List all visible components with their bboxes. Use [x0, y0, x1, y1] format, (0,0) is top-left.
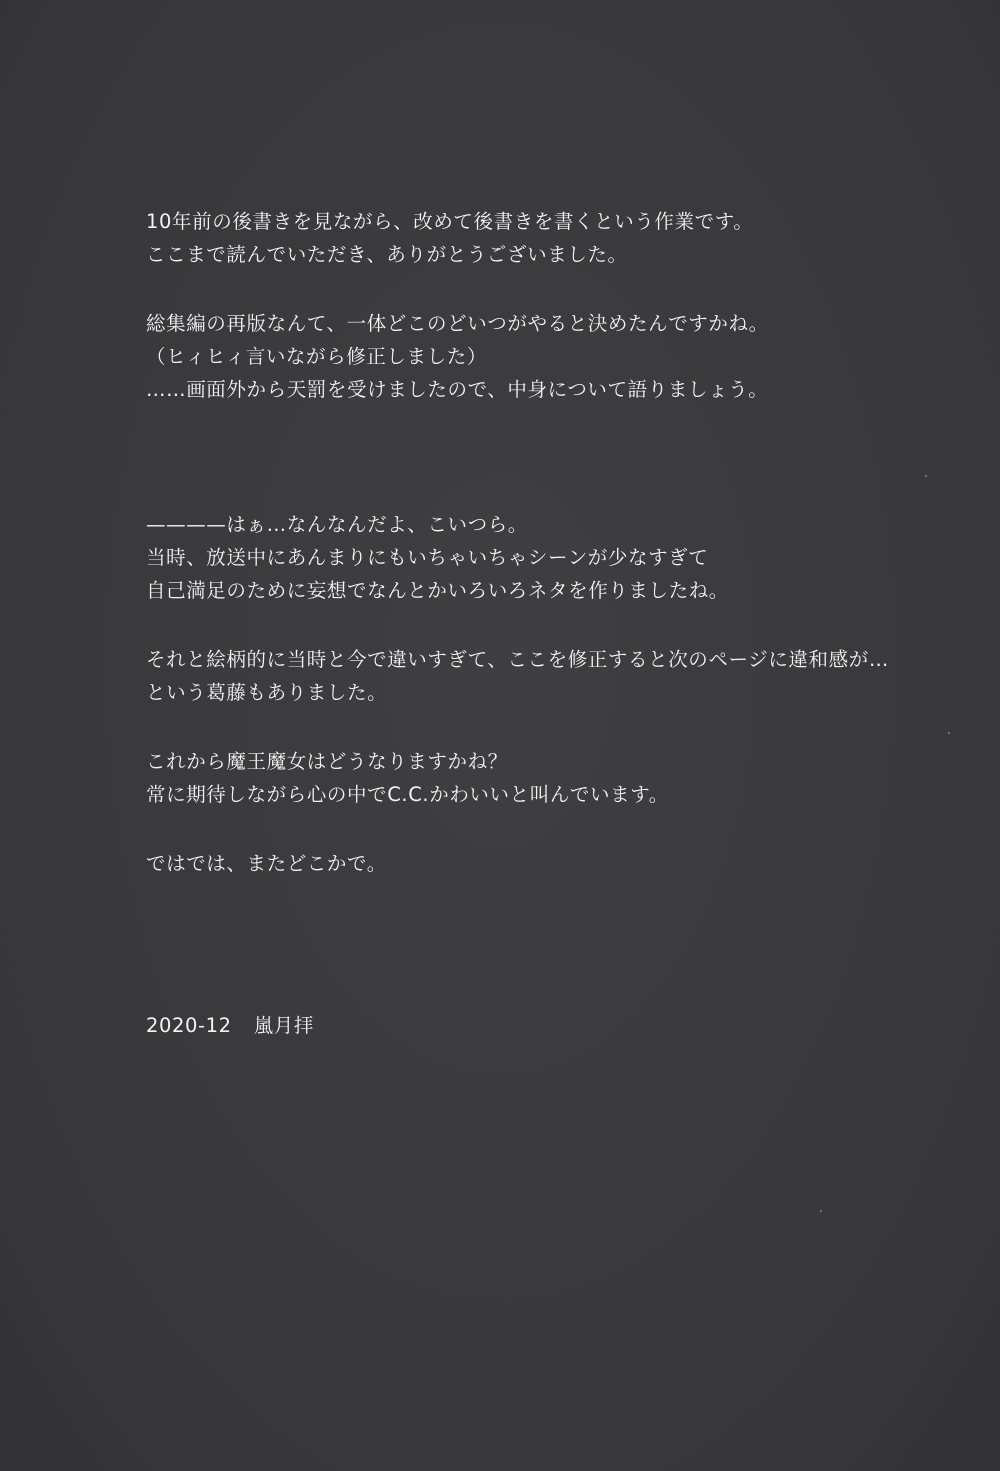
text-line: 自己満足のために妄想でなんとかいろいろネタを作りましたね。 [146, 579, 729, 602]
text-line: これから魔王魔女はどうなりますかね？ [146, 750, 508, 773]
afterword-text [146, 205, 966, 1042]
text-line: ここまで読んでいただき、ありがとうございました。 [146, 243, 628, 266]
text-line: 総集編の再版なんて、一体どこのどいつがやると決めたんですかね。 [146, 312, 769, 335]
paper-speck [948, 732, 950, 734]
text-line: 常に期待しながら心の中でC.C.かわいいと叫んでいます。 [146, 783, 669, 806]
signature-author: 嵐月拝 [253, 1014, 314, 1037]
paper-speck [925, 475, 927, 477]
text-line: 当時、放送中にあんまりにもいちゃいちゃシーンが少なすぎて [146, 546, 709, 569]
text-line: ……画面外から天罰を受けましたので、中身について語りましょう。 [146, 378, 769, 401]
signature-date: 2020-12 [146, 1014, 232, 1037]
signature [146, 1009, 966, 1042]
paper-speck [820, 1210, 822, 1212]
text-line: ————はぁ…なんなんだよ、こいつら。 [146, 513, 528, 536]
text-line: （ヒィヒィ言いながら修正しました） [146, 345, 487, 368]
text-line: それと絵柄的に当時と今で違いすぎて、ここを修正すると次のページに違和感が… [146, 648, 889, 671]
text-line: ではでは、またどこかで。 [146, 852, 387, 875]
text-line: 10年前の後書きを見ながら、改めて後書きを書くという作業です。 [146, 210, 754, 233]
text-line: という葛藤もありました。 [146, 681, 388, 704]
